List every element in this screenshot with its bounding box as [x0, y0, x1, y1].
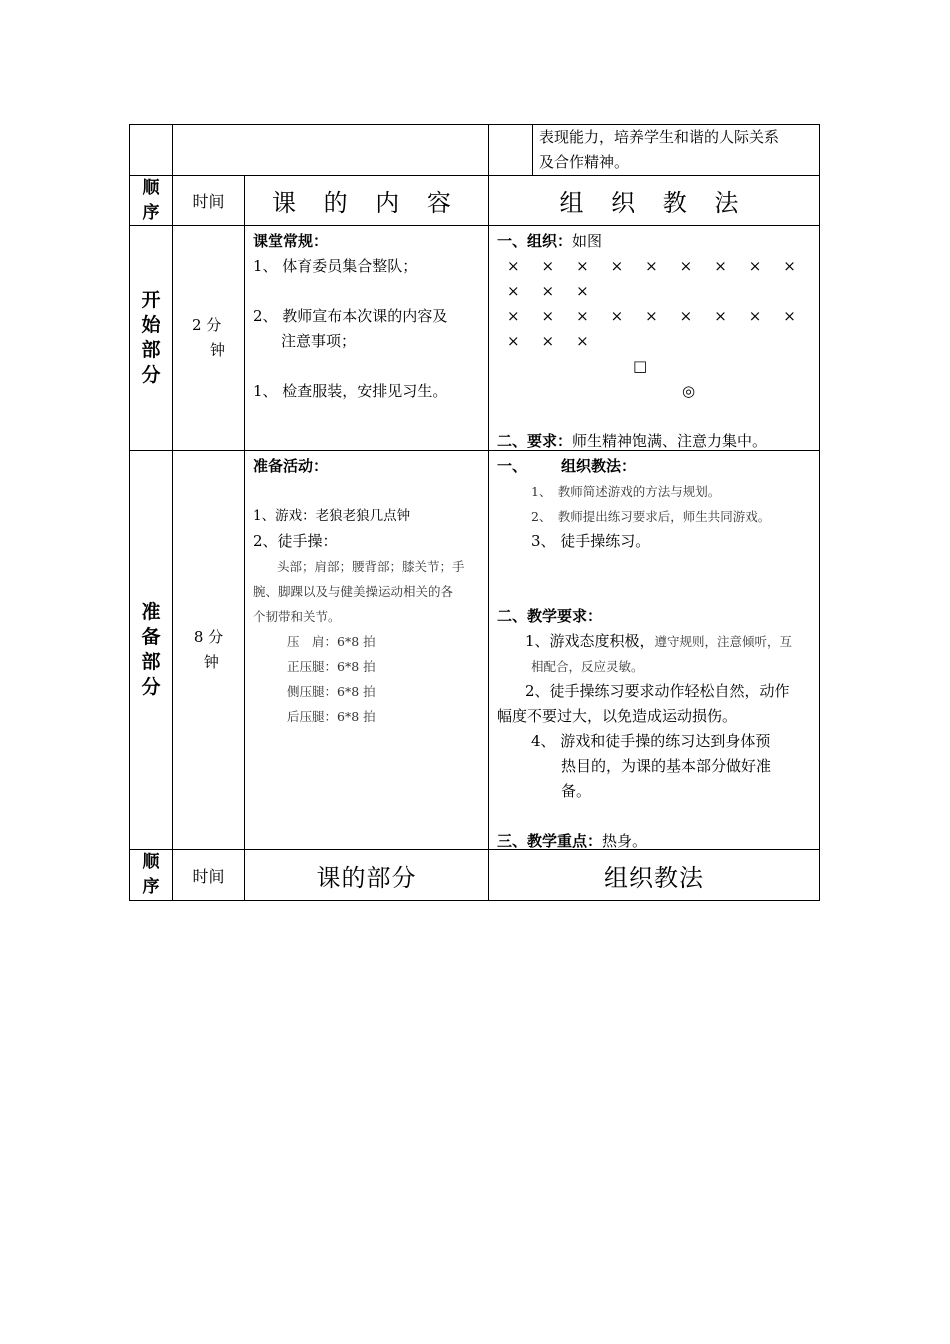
content-item: 1、 检查服装，安排见习生。 [253, 382, 448, 400]
header-time-label: 时间 [192, 866, 225, 886]
section-label: 准备部分 [141, 601, 161, 698]
exercise-item: 2、徒手操： [253, 532, 338, 550]
section-content-cell [245, 451, 489, 850]
header-content [245, 176, 489, 226]
header-time [173, 850, 245, 901]
section-label-cell [130, 226, 173, 451]
org-title: 组织教法： [561, 457, 637, 475]
header-time [173, 176, 245, 226]
time-line: 2 分 [191, 316, 222, 334]
exercise-desc: 个韧带和关节。 [253, 609, 341, 624]
req-prefix: 二、要求： [497, 432, 573, 450]
cell-empty [173, 124, 489, 176]
stretch-item: 压 肩：6*8 拍 [287, 634, 376, 649]
time-line: 钟 [203, 653, 219, 671]
org-text: 如图 [572, 232, 603, 250]
start-section-row [129, 226, 820, 451]
header-order-label: 顺序 [142, 177, 160, 223]
section-time-cell [173, 226, 245, 451]
req-title: 二、教学要求： [497, 607, 603, 625]
header-order-label: 顺序 [142, 852, 160, 897]
student-formation-row: × × × × × × × × × × × × [507, 257, 805, 300]
req-text: 师生精神饱满、注意力集中。 [572, 432, 768, 450]
exercise-desc: 头部；肩部；腰背部；膝关节；手 [277, 559, 465, 574]
exercise-desc: 腕、脚踝以及与健美操运动相关的各 [253, 584, 454, 599]
prep-section-row [129, 451, 820, 850]
stretch-item: 侧压腿：6*8 拍 [287, 684, 376, 699]
cell-empty [489, 124, 533, 176]
section-content-cell [245, 226, 489, 451]
focus-prefix: 三、教学重点： [497, 832, 603, 850]
header-content [245, 850, 489, 901]
org-item: 1、 教师简述游戏的方法与规划。 [531, 484, 721, 499]
continuation-row [129, 124, 820, 176]
header-row [129, 176, 820, 226]
org-prefix: 一、组织： [497, 232, 573, 250]
time-line: 8 分 [193, 628, 224, 646]
section-label: 开始部分 [141, 289, 161, 386]
content-title: 课堂常规： [253, 232, 329, 250]
header-order [130, 176, 173, 226]
teacher-marker: ◎ [682, 382, 696, 400]
content-item: 注意事项； [281, 332, 357, 350]
time-line: 钟 [209, 341, 225, 359]
header-order [130, 850, 173, 901]
header-content-label: 课 的 内 容 [272, 189, 461, 217]
section-time [194, 625, 223, 675]
req-text: 备。 [561, 782, 592, 800]
header-method-label: 组 织 教 法 [559, 189, 749, 217]
goal-line: 表现能力，培养学生和谐的人际关系 [539, 128, 780, 146]
content-item: 2、 教师宣布本次课的内容及 [253, 307, 448, 325]
org-item: 3、 徒手操练习。 [531, 532, 651, 550]
req-text: 幅度不要过大，以免造成运动损伤。 [497, 707, 738, 725]
square-marker: □ [633, 357, 648, 375]
section-method-cell [489, 226, 820, 451]
game-item: 1、游戏：老狼老狼几点钟 [253, 508, 411, 524]
req-text: 相配合，反应灵敏。 [531, 659, 644, 674]
goal-line: 及合作精神。 [539, 153, 630, 171]
section-label-cell [130, 451, 173, 850]
header-method-label: 组织教法 [604, 863, 704, 892]
student-formation-row: × × × × × × × × × × × × [507, 307, 805, 350]
req-text: 2、徒手操练习要求动作轻松自然，动作 [525, 682, 790, 700]
header-method [489, 850, 820, 901]
section-method-cell [489, 451, 820, 850]
cell-empty [130, 124, 173, 176]
org-title-num: 一、 [497, 457, 528, 475]
stretch-item: 正压腿：6*8 拍 [287, 659, 376, 674]
header-row-2 [129, 850, 820, 901]
header-method [489, 176, 820, 226]
org-item: 2、 教师提出练习要求后，师生共同游戏。 [531, 509, 771, 524]
section-time [192, 313, 225, 363]
content-item: 1、 体育委员集合整队； [253, 257, 418, 275]
stretch-item: 后压腿：6*8 拍 [287, 709, 376, 724]
req-text: 4、 游戏和徒手操的练习达到身体预 [531, 732, 771, 750]
req-text: 遵守规则，注意倾听，互 [654, 634, 793, 649]
focus-text: 热身。 [602, 832, 648, 850]
header-content-label: 课的部分 [316, 863, 417, 892]
section-time-cell [173, 451, 245, 850]
req-text: 热目的，为课的基本部分做好准 [561, 757, 772, 775]
content-title: 准备活动： [253, 457, 329, 475]
lesson-plan-table [129, 124, 820, 901]
goal-text-cell [533, 124, 820, 176]
req-text: 1、游戏态度积极， [525, 632, 655, 650]
header-time-label: 时间 [192, 192, 225, 211]
